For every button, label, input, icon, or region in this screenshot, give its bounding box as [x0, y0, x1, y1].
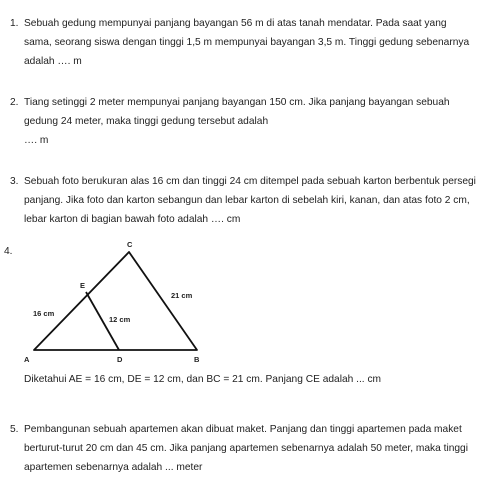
text-line: adalah …. m [24, 56, 82, 67]
question-number: 2. [10, 97, 19, 108]
label-point-b: B [194, 355, 200, 364]
question-text [24, 14, 480, 71]
text-line: berturut-turut 20 cm dan 45 cm. Jika panjang apartemen sebenarnya adalah 50 meter, maka tinggi [24, 443, 468, 454]
question-text [24, 172, 480, 229]
text-line: Tiang setinggi 2 meter mempunyai panjang bayangan 150 cm. Jika panjang bayangan sebuah [24, 97, 450, 108]
text-line: gedung 24 meter, maka tinggi gedung tersebut adalah [24, 116, 269, 127]
question-4-number: 4. [4, 246, 13, 257]
triangle-figure [22, 238, 222, 368]
question-text [24, 420, 480, 477]
text-line: apartemen sebenarnya adalah ... meter [24, 462, 203, 473]
question-number: 3. [10, 176, 19, 187]
question-text [24, 370, 480, 389]
label-point-a: A [24, 355, 30, 364]
triangle-abc [34, 252, 197, 350]
text-line: …. m [24, 135, 49, 146]
text-line: Pembangunan sebuah apartemen akan dibuat maket. Panjang dan tinggi apartemen pada maket [24, 424, 462, 435]
question-number: 5. [10, 424, 19, 435]
label-bc-length: 21 cm [171, 291, 193, 300]
question-number: 1. [10, 18, 19, 29]
question-text [24, 93, 480, 150]
text-line: sama, seorang siswa dengan tinggi 1,5 m mempunyai bayangan 3,5 m. Tinggi gedung sebenarnya [24, 37, 470, 48]
text-line: Sebuah foto berukuran alas 16 cm dan tinggi 24 cm ditempel pada sebuah karton berbentuk persegi [24, 176, 476, 187]
label-de-length: 12 cm [109, 315, 131, 324]
label-point-e: E [80, 281, 86, 290]
text-line: lebar karton di bagian bawah foto adalah …. cm [24, 214, 241, 225]
text-line: Sebuah gedung mempunyai panjang bayangan 56 m di atas tanah mendatar. Pada saat yang [24, 18, 447, 29]
label-ae-length: 16 cm [33, 309, 55, 318]
label-point-d: D [117, 355, 123, 364]
label-point-c: C [127, 240, 133, 249]
text-line: Diketahui AE = 16 cm, DE = 12 cm, dan BC = 21 cm. Panjang CE adalah ... cm [24, 374, 382, 385]
text-line: panjang. Jika foto dan karton sebangun dan lebar karton di sebelah kiri, kanan, dan atas foto 2 cm, [24, 195, 470, 206]
